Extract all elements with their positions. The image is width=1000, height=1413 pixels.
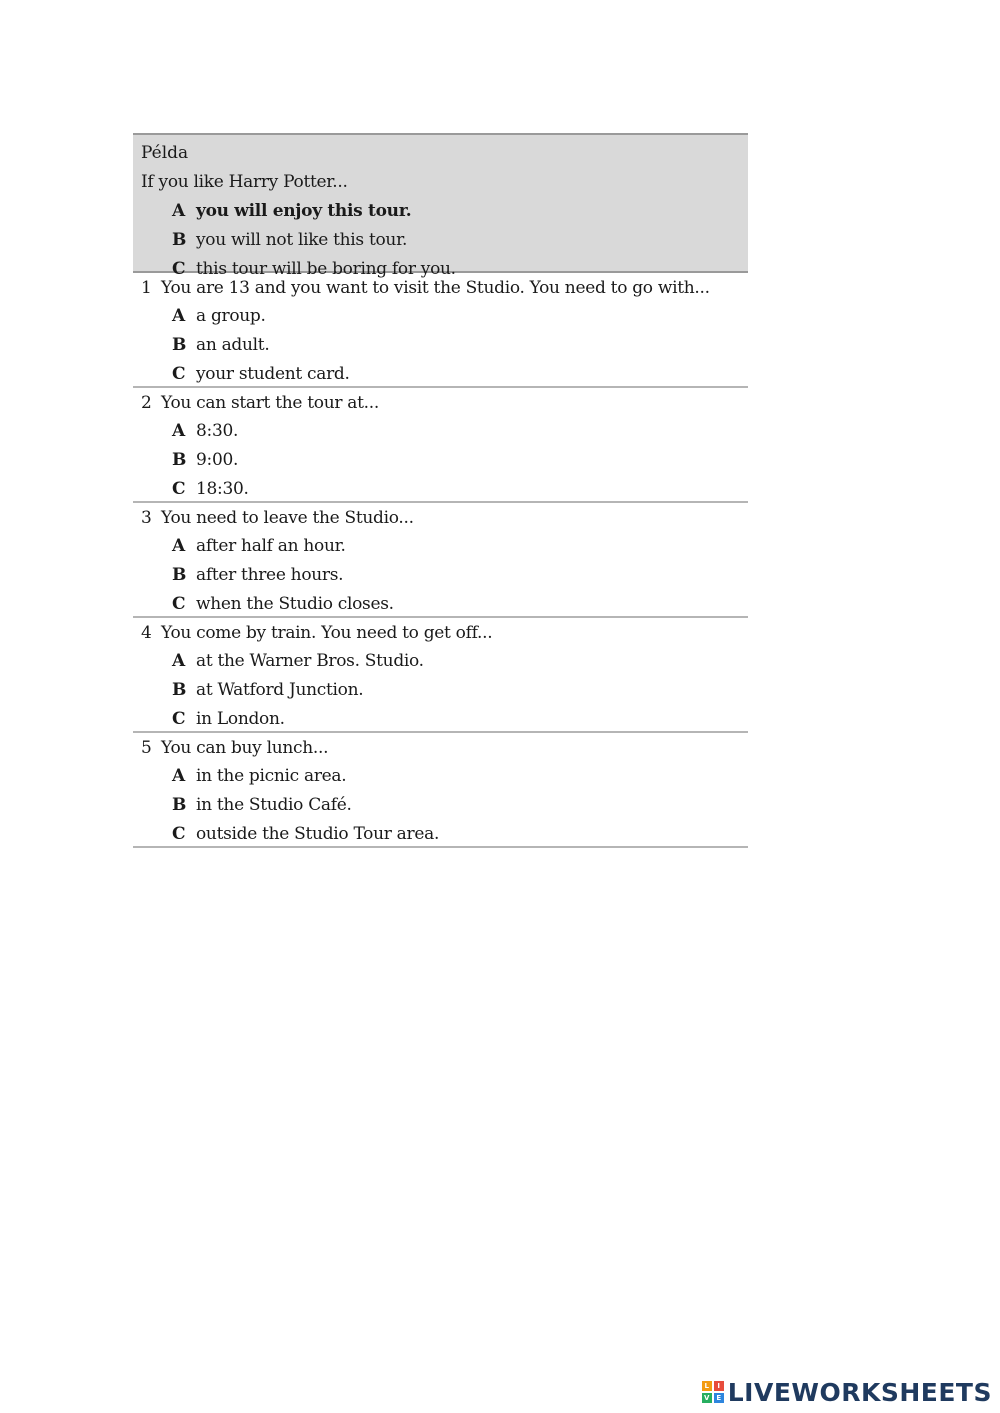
option-letter: A bbox=[172, 651, 185, 671]
option-text: in the picnic area. bbox=[196, 766, 347, 786]
worksheet bbox=[133, 133, 748, 848]
option-text: this tour will be boring for you. bbox=[196, 259, 456, 279]
option-text: in the Studio Café. bbox=[196, 795, 352, 815]
logo-icon bbox=[702, 1381, 724, 1403]
option-letter: C bbox=[172, 594, 186, 614]
option-letter: C bbox=[172, 709, 186, 729]
liveworksheets-logo bbox=[702, 1377, 992, 1407]
example-option-b bbox=[133, 226, 748, 255]
option-letter: B bbox=[172, 680, 187, 700]
option-letter: B bbox=[172, 795, 187, 815]
option-text: a group. bbox=[196, 306, 266, 326]
option-letter: B bbox=[172, 335, 187, 355]
option-letter: A bbox=[172, 306, 185, 326]
option-text: after half an hour. bbox=[196, 536, 346, 556]
question-text: You can buy lunch... bbox=[161, 738, 329, 758]
option-letter: A bbox=[172, 766, 185, 786]
option-text: outside the Studio Tour area. bbox=[196, 824, 440, 844]
example-stem: If you like Harry Potter... bbox=[141, 172, 348, 192]
option-text: at Watford Junction. bbox=[196, 680, 364, 700]
option-letter: B bbox=[172, 230, 187, 250]
question-text: You are 13 and you want to visit the Studio. You need to go with... bbox=[161, 278, 710, 298]
option-a[interactable] bbox=[133, 417, 748, 446]
question-number: 1 bbox=[141, 278, 152, 298]
option-b[interactable] bbox=[133, 446, 748, 475]
option-letter: B bbox=[172, 450, 187, 470]
option-letter: C bbox=[172, 364, 186, 384]
option-b[interactable] bbox=[133, 676, 748, 705]
question-text: You need to leave the Studio... bbox=[161, 508, 414, 528]
question-number: 2 bbox=[141, 393, 152, 413]
option-text: 9:00. bbox=[196, 450, 239, 470]
question-4 bbox=[133, 618, 748, 733]
option-a[interactable] bbox=[133, 647, 748, 676]
option-c[interactable] bbox=[133, 820, 748, 849]
option-text: you will enjoy this tour. bbox=[196, 201, 412, 221]
question-text: You come by train. You need to get off... bbox=[161, 623, 493, 643]
question-stem bbox=[133, 390, 748, 417]
question-3 bbox=[133, 503, 748, 618]
question-text: You can start the tour at... bbox=[161, 393, 379, 413]
logo-tile: I bbox=[714, 1381, 724, 1391]
option-c[interactable] bbox=[133, 475, 748, 504]
logo-text: LIVEWORKSHEETS bbox=[727, 1377, 992, 1407]
option-letter: A bbox=[172, 201, 185, 221]
option-letter: C bbox=[172, 479, 186, 499]
option-text: in London. bbox=[196, 709, 285, 729]
option-text: 8:30. bbox=[196, 421, 239, 441]
option-text: at the Warner Bros. Studio. bbox=[196, 651, 424, 671]
option-c[interactable] bbox=[133, 590, 748, 619]
option-letter: C bbox=[172, 259, 186, 279]
option-text: 18:30. bbox=[196, 479, 249, 499]
logo-tile: E bbox=[714, 1393, 724, 1403]
question-stem bbox=[133, 505, 748, 532]
option-letter: A bbox=[172, 536, 185, 556]
option-text: after three hours. bbox=[196, 565, 344, 585]
option-text: you will not like this tour. bbox=[196, 230, 408, 250]
option-c[interactable] bbox=[133, 705, 748, 734]
option-b[interactable] bbox=[133, 561, 748, 590]
question-2 bbox=[133, 388, 748, 503]
option-b[interactable] bbox=[133, 791, 748, 820]
logo-tile: L bbox=[702, 1381, 712, 1391]
example-option-a bbox=[133, 197, 748, 226]
question-1 bbox=[133, 273, 748, 388]
logo-tile: V bbox=[702, 1393, 712, 1403]
option-letter: C bbox=[172, 824, 186, 844]
question-number: 4 bbox=[141, 623, 152, 643]
option-text: your student card. bbox=[196, 364, 350, 384]
option-b[interactable] bbox=[133, 331, 748, 360]
question-number: 3 bbox=[141, 508, 152, 528]
option-letter: B bbox=[172, 565, 187, 585]
question-5 bbox=[133, 733, 748, 848]
example-heading: Példa bbox=[141, 143, 189, 163]
option-a[interactable] bbox=[133, 532, 748, 561]
question-stem bbox=[133, 620, 748, 647]
question-number: 5 bbox=[141, 738, 152, 758]
option-text: when the Studio closes. bbox=[196, 594, 394, 614]
question-stem bbox=[133, 735, 748, 762]
option-text: an adult. bbox=[196, 335, 270, 355]
option-letter: A bbox=[172, 421, 185, 441]
option-a[interactable] bbox=[133, 762, 748, 791]
example-block bbox=[133, 133, 748, 279]
question-stem bbox=[133, 275, 748, 302]
option-a[interactable] bbox=[133, 302, 748, 331]
option-c[interactable] bbox=[133, 360, 748, 389]
